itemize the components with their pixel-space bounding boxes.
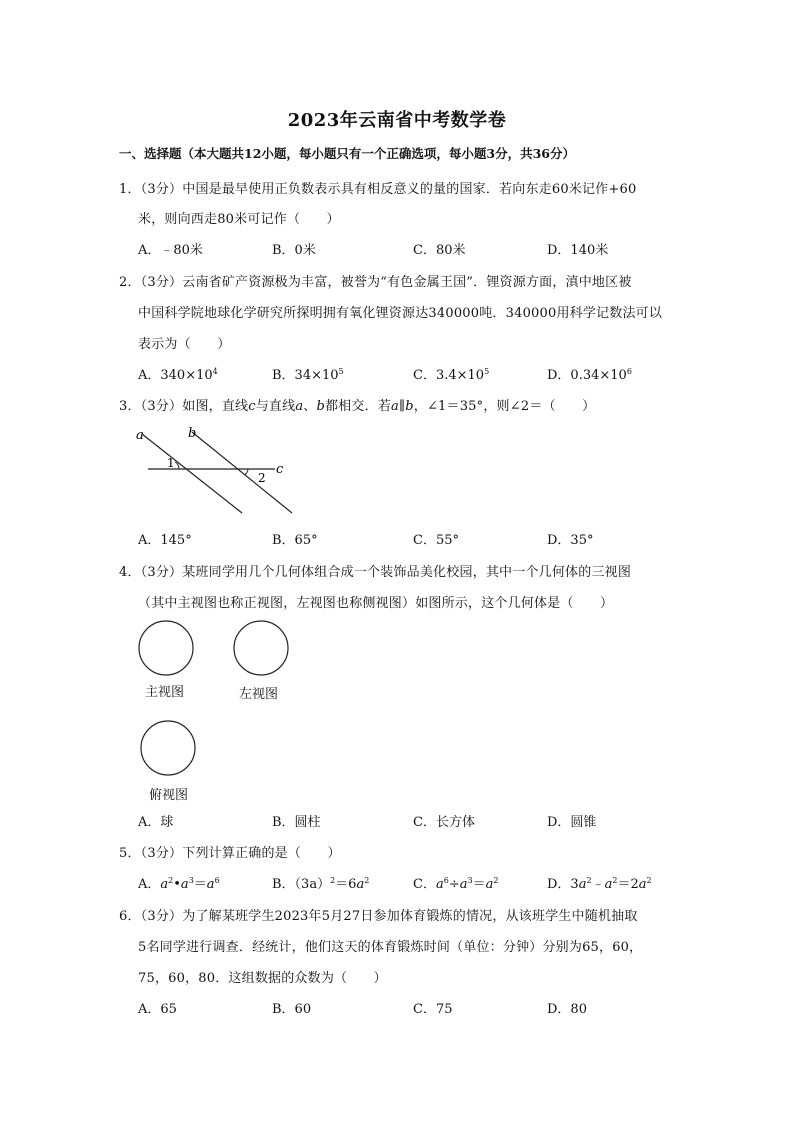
- line-c-label: c: [276, 462, 284, 477]
- front-view-label: 主视图: [145, 685, 185, 700]
- q3-option-b: B．65°: [272, 533, 318, 548]
- line-a-label: a: [136, 428, 144, 443]
- q6-option-c: C．75: [413, 1002, 453, 1017]
- q2-option-b: B．$34\times 10^5$: [272, 367, 344, 383]
- q6-line-1: 6．（3分）为了解某班学生2023年5月27日参加体育锻炼的情况，从该班学生中随机抽取: [119, 909, 638, 924]
- top-view-circle: [138, 717, 200, 779]
- q1-line-2: 米，则向西走80米可记作（ ）: [138, 212, 340, 227]
- q2-line-3: 表示为（ ）: [138, 337, 231, 352]
- top-view-label: 俯视图: [149, 788, 189, 803]
- q6-line-2: 5名同学进行调查．经统计，他们这天的体育锻炼时间（单位：分钟）分别为65，60，: [138, 940, 643, 955]
- q1-option-a: A．﹣80米: [138, 243, 203, 258]
- q3-option-d: D．35°: [547, 533, 594, 548]
- q5-line-1: 5．（3分）下列计算正确的是（ ）: [119, 846, 341, 861]
- q4-line-1: 4．（3分）某班同学用几个几何体组合成一个装饰品美化校园，其中一个几何体的三视图: [119, 565, 632, 580]
- q2-line-1: 2．（3分）云南省矿产资源极为丰富，被誉为“有色金属王国”．锂资源方面，滇中地区被: [119, 275, 632, 290]
- q5-option-a: A．$a^2•a^3=a^6$: [138, 876, 220, 892]
- q4-option-d: D．圆锥: [547, 815, 597, 830]
- q4-option-a: A．球: [138, 815, 174, 830]
- line-b-label: b: [188, 426, 197, 441]
- q2-option-c: C．$3.4\times 10^5$: [413, 367, 490, 383]
- q1-option-b: B．0米: [272, 243, 316, 258]
- q4-option-b: B．圆柱: [272, 815, 321, 830]
- q1-option-d: D．140米: [547, 243, 609, 258]
- q3-option-c: C．55°: [413, 533, 459, 548]
- q6-option-d: D．80: [547, 1002, 587, 1017]
- q1-line-1: 1．（3分）中国是最早使用正负数表示具有相反意义的量的国家．若向东走60米记作+60: [119, 182, 637, 197]
- page-title: 2023年云南省中考数学卷: [287, 110, 507, 131]
- left-view-label: 左视图: [239, 687, 279, 702]
- parallel-lines-figure: [130, 420, 310, 520]
- q2-line-2: 中国科学院地球化学研究所探明拥有氧化锂资源达340000吨．340000用科学记数法可以: [138, 306, 663, 321]
- section-heading: 一、选择题（本大题共12小题，每小题只有一个正确选项，每小题3分，共36分）: [119, 146, 575, 161]
- left-view-circle: [230, 617, 292, 679]
- q4-line-2: （其中主视图也称正视图，左视图也称侧视图）如图所示，这个几何体是（ ）: [138, 596, 614, 611]
- q5-option-d: D．$3a^2﹣a^2=2a^2$: [547, 876, 652, 892]
- q3-line-1: 3．（3分）如图，直线c与直线a、b都相交．若a∥b，∠1＝35°，则∠2＝（ ）: [119, 399, 596, 414]
- q2-option-a: A．$340\times 10^4$: [138, 367, 218, 383]
- q4-option-c: C．长方体: [413, 815, 475, 830]
- q1-option-c: C．80米: [413, 243, 466, 258]
- q5-option-b: B．$(3a)^2=6a^2$: [272, 876, 370, 892]
- q6-option-b: B．60: [272, 1002, 312, 1017]
- q3-option-a: A．145°: [138, 533, 192, 548]
- q6-line-3: 75，60，80．这组数据的众数为（ ）: [138, 971, 387, 986]
- q6-option-a: A．65: [138, 1002, 177, 1017]
- front-view-circle: [136, 617, 198, 679]
- angle-1-label: 1: [167, 456, 175, 470]
- angle-2-label: 2: [258, 471, 266, 485]
- q5-option-c: C．$a^6\div a^3=a^2$: [413, 876, 499, 892]
- q2-option-d: D．$0.34\times 10^6$: [547, 367, 632, 383]
